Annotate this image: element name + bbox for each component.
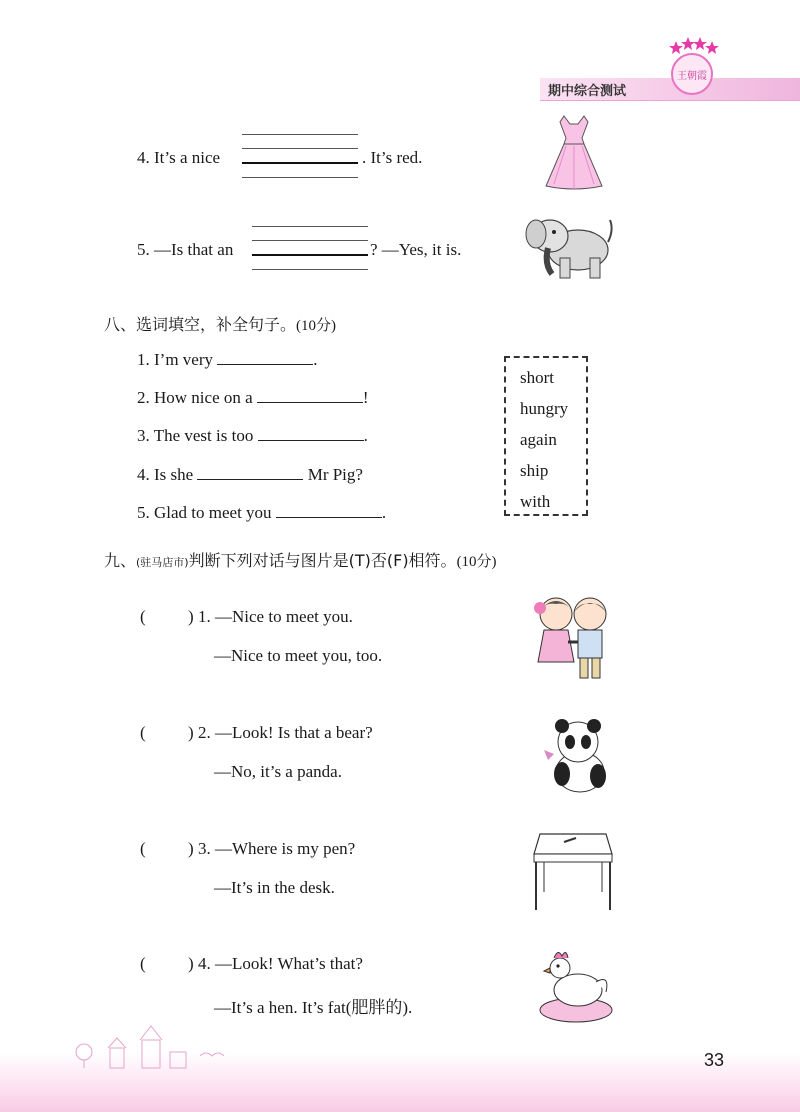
word-bank-item: ship xyxy=(520,461,549,480)
q7-5-after: ? —Yes, it is. xyxy=(370,240,462,259)
q8-2-blank[interactable] xyxy=(257,388,363,403)
kids-handshake-icon xyxy=(530,592,616,682)
q9-2-answer: —No, it’s a panda. xyxy=(214,762,342,781)
q9-2-question: 2. —Look! Is that a bear? xyxy=(198,723,373,742)
panda-icon xyxy=(540,714,612,796)
word-bank-item: short xyxy=(520,368,554,387)
q8-1: 1. I’m very . xyxy=(137,350,318,369)
desk-icon xyxy=(530,828,616,912)
section9-score: (10分) xyxy=(456,554,497,570)
q8-4: 4. Is she Mr Pig? xyxy=(137,465,363,484)
header-badge-text: 王朝霞 xyxy=(677,71,707,82)
section9-heading xyxy=(104,548,497,571)
word-bank-item: with xyxy=(520,492,551,511)
q8-1-blank[interactable] xyxy=(217,350,313,365)
section8-title: 八、选词填空，补全句子。 xyxy=(104,315,297,334)
answer-box-3[interactable] xyxy=(152,836,186,862)
q9-1-answer: —Nice to meet you, too. xyxy=(214,646,383,665)
word-bank xyxy=(504,356,588,516)
q7-5-before: 5. —Is that an xyxy=(137,240,234,259)
q8-3: 3. The vest is too . xyxy=(137,426,368,445)
hen-icon xyxy=(536,944,616,1026)
q7-4-before: 4. It’s a nice xyxy=(137,148,221,167)
dress-icon xyxy=(544,112,604,192)
q7-4-writing-guide[interactable] xyxy=(242,134,358,178)
q8-3-blank[interactable] xyxy=(258,426,364,441)
answer-box-2[interactable] xyxy=(152,720,186,746)
answer-paren-open: ( xyxy=(140,954,146,973)
word-bank-item: hungry xyxy=(520,399,569,418)
section8-score: (10分) xyxy=(296,318,337,334)
elephant-icon xyxy=(520,208,616,284)
answer-paren-close: ) xyxy=(188,839,194,858)
header-title: 期中综合测试 xyxy=(548,84,627,99)
q9-1-question: 1. —Nice to meet you. xyxy=(198,607,353,626)
header-rule xyxy=(540,100,800,101)
word-bank-item: again xyxy=(520,430,557,449)
section9-title: 判断下列对话与图片是(T)否(F)相符。 xyxy=(188,551,457,570)
q7-5-writing-guide[interactable] xyxy=(252,226,368,270)
q7-4-after: . It’s red. xyxy=(362,148,423,167)
answer-paren-close: ) xyxy=(188,607,194,626)
answer-paren-open: ( xyxy=(140,839,146,858)
q8-5-blank[interactable] xyxy=(276,503,382,518)
answer-paren-open: ( xyxy=(140,723,146,742)
page-number: 33 xyxy=(704,1050,725,1070)
answer-paren-open: ( xyxy=(140,607,146,626)
answer-box-1[interactable] xyxy=(152,604,186,630)
q9-3-question: 3. —Where is my pen? xyxy=(198,839,356,858)
q8-5: 5. Glad to meet you . xyxy=(137,503,387,522)
q8-2: 2. How nice on a ! xyxy=(137,388,369,407)
section9-num: 九、 xyxy=(104,551,137,570)
answer-paren-close: ) xyxy=(188,723,194,742)
castle-decoration-icon xyxy=(70,1022,250,1070)
header-badge-icon xyxy=(660,34,724,98)
answer-paren-close: ) xyxy=(188,954,194,973)
answer-box-4[interactable] xyxy=(152,951,186,977)
q8-4-blank[interactable] xyxy=(197,465,303,480)
section9-region: (驻马店市) xyxy=(136,556,189,569)
q9-4-question: 4. —Look! What’s that? xyxy=(198,954,363,973)
q9-4-answer: —It’s a hen. It’s fat(肥胖的). xyxy=(214,998,413,1017)
q9-3-answer: —It’s in the desk. xyxy=(214,878,335,897)
section8-heading xyxy=(104,312,336,335)
